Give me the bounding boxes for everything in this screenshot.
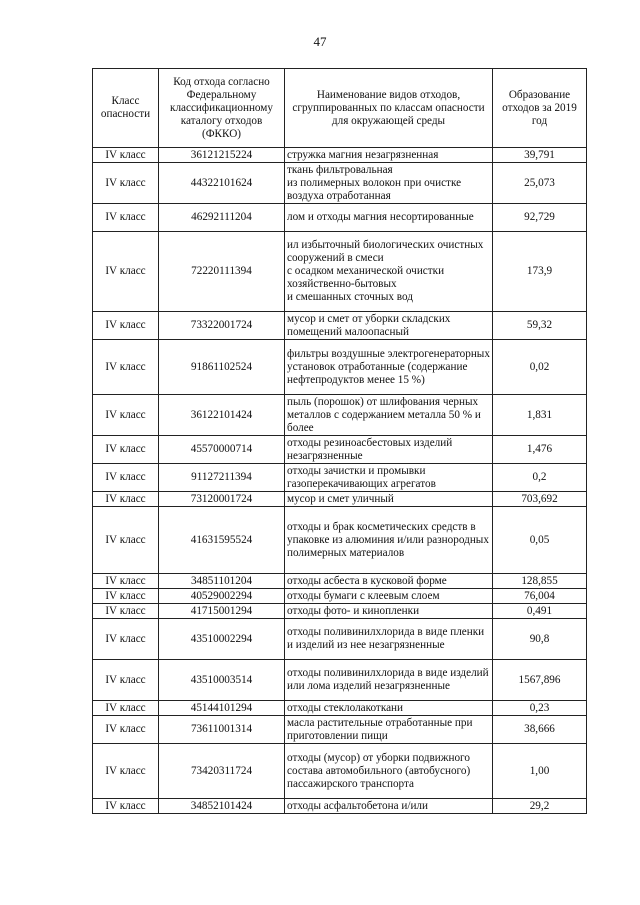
waste-name-cell: ил избыточный биологических очистных сооружений в смеси с осадком механической очистки хозяйственно-бытовых и смешанных сточных вод [285, 232, 493, 312]
waste-name-cell: пыль (порошок) от шлифования черных металлов с содержанием металла 50 % и более [285, 395, 493, 436]
waste-amount-cell: 90,8 [493, 619, 587, 660]
table-row [93, 163, 587, 204]
table-row [93, 492, 587, 507]
table-row [93, 232, 587, 312]
hazard-class-cell: IV класс [93, 507, 159, 574]
table-row [93, 148, 587, 163]
hazard-class-cell: IV класс [93, 660, 159, 701]
waste-amount-cell: 128,855 [493, 574, 587, 589]
hazard-class-cell: IV класс [93, 312, 159, 340]
waste-name-cell: стружка магния незагрязненная [285, 148, 493, 163]
waste-name-cell: мусор и смет уличный [285, 492, 493, 507]
waste-amount-cell: 92,729 [493, 204, 587, 232]
header-waste-amount: Образование отходов за 2019 год [493, 69, 587, 148]
hazard-class-cell: IV класс [93, 701, 159, 716]
fkko-code-cell: 46292111204 [159, 204, 285, 232]
waste-name-cell: отходы асфальтобетона и/или [285, 799, 493, 814]
hazard-class-cell: IV класс [93, 744, 159, 799]
waste-amount-cell: 0,2 [493, 464, 587, 492]
hazard-class-cell: IV класс [93, 619, 159, 660]
table-body [93, 148, 587, 814]
waste-amount-cell: 39,791 [493, 148, 587, 163]
fkko-code-cell: 34851101204 [159, 574, 285, 589]
fkko-code-cell: 34852101424 [159, 799, 285, 814]
hazard-class-cell: IV класс [93, 232, 159, 312]
fkko-code-cell: 41715001294 [159, 604, 285, 619]
table-row [93, 204, 587, 232]
hazard-class-cell: IV класс [93, 163, 159, 204]
hazard-class-cell: IV класс [93, 464, 159, 492]
waste-amount-cell: 1,831 [493, 395, 587, 436]
table-row [93, 312, 587, 340]
waste-amount-cell: 25,073 [493, 163, 587, 204]
table-row [93, 619, 587, 660]
waste-amount-cell: 0,23 [493, 701, 587, 716]
fkko-code-cell: 43510003514 [159, 660, 285, 701]
table-row [93, 395, 587, 436]
fkko-code-cell: 41631595524 [159, 507, 285, 574]
fkko-code-cell: 44322101624 [159, 163, 285, 204]
hazard-class-cell: IV класс [93, 574, 159, 589]
hazard-class-cell: IV класс [93, 395, 159, 436]
table-row [93, 574, 587, 589]
waste-name-cell: ткань фильтровальная из полимерных волокон при очистке воздуха отработанная [285, 163, 493, 204]
table-row [93, 507, 587, 574]
waste-name-cell: масла растительные отработанные при приготовлении пищи [285, 716, 493, 744]
table-header-row [93, 69, 587, 148]
table-row [93, 744, 587, 799]
hazard-class-cell: IV класс [93, 492, 159, 507]
waste-name-cell: отходы фото- и кинопленки [285, 604, 493, 619]
waste-name-cell: отходы бумаги с клеевым слоем [285, 589, 493, 604]
waste-name-cell: отходы зачистки и промывки газоперекачивающих агрегатов [285, 464, 493, 492]
waste-amount-cell: 59,32 [493, 312, 587, 340]
fkko-code-cell: 91127211394 [159, 464, 285, 492]
fkko-code-cell: 72220111394 [159, 232, 285, 312]
fkko-code-cell: 40529002294 [159, 589, 285, 604]
hazard-class-cell: IV класс [93, 799, 159, 814]
fkko-code-cell: 45570000714 [159, 436, 285, 464]
waste-name-cell: отходы и брак косметических средств в упаковке из алюминия и/или разнородных полимерных материалов [285, 507, 493, 574]
waste-amount-cell: 1,00 [493, 744, 587, 799]
waste-amount-cell: 0,02 [493, 340, 587, 395]
fkko-code-cell: 73420311724 [159, 744, 285, 799]
fkko-code-cell: 43510002294 [159, 619, 285, 660]
hazard-class-cell: IV класс [93, 148, 159, 163]
header-hazard-class: Класс опасности [93, 69, 159, 148]
fkko-code-cell: 73611001314 [159, 716, 285, 744]
waste-amount-cell: 173,9 [493, 232, 587, 312]
waste-amount-cell: 1567,896 [493, 660, 587, 701]
waste-name-cell: отходы поливинилхлорида в виде пленки и изделий из нее незагрязненные [285, 619, 493, 660]
table-row [93, 604, 587, 619]
hazard-class-cell: IV класс [93, 589, 159, 604]
waste-amount-cell: 0,05 [493, 507, 587, 574]
waste-name-cell: лом и отходы магния несортированные [285, 204, 493, 232]
waste-amount-cell: 1,476 [493, 436, 587, 464]
table-row [93, 464, 587, 492]
table-row [93, 799, 587, 814]
hazard-class-cell: IV класс [93, 340, 159, 395]
waste-table [92, 68, 587, 814]
fkko-code-cell: 45144101294 [159, 701, 285, 716]
waste-amount-cell: 76,004 [493, 589, 587, 604]
waste-name-cell: отходы резиноасбестовых изделий незагрязненные [285, 436, 493, 464]
table-row [93, 340, 587, 395]
hazard-class-cell: IV класс [93, 204, 159, 232]
hazard-class-cell: IV класс [93, 436, 159, 464]
hazard-class-cell: IV класс [93, 716, 159, 744]
waste-name-cell: отходы (мусор) от уборки подвижного состава автомобильного (автобусного) пассажирского транспорта [285, 744, 493, 799]
header-waste-name: Наименование видов отходов, сгруппированных по классам опасности для окружающей среды [285, 69, 493, 148]
hazard-class-cell: IV класс [93, 604, 159, 619]
fkko-code-cell: 91861102524 [159, 340, 285, 395]
waste-name-cell: фильтры воздушные электрогенераторных установок отработанные (содержание нефтепродуктов менее 15 %) [285, 340, 493, 395]
fkko-code-cell: 36122101424 [159, 395, 285, 436]
waste-amount-cell: 29,2 [493, 799, 587, 814]
waste-amount-cell: 0,491 [493, 604, 587, 619]
waste-amount-cell: 703,692 [493, 492, 587, 507]
fkko-code-cell: 73322001724 [159, 312, 285, 340]
page-number: 47 [313, 34, 327, 49]
table-row [93, 589, 587, 604]
table-row [93, 436, 587, 464]
table-row [93, 701, 587, 716]
header-fkko-code: Код отхода согласно Федеральному классификационному каталогу отходов (ФККО) [159, 69, 285, 148]
table-row [93, 716, 587, 744]
waste-name-cell: мусор и смет от уборки складских помещений малоопасный [285, 312, 493, 340]
fkko-code-cell: 73120001724 [159, 492, 285, 507]
waste-name-cell: отходы поливинилхлорида в виде изделий или лома изделий незагрязненные [285, 660, 493, 701]
waste-amount-cell: 38,666 [493, 716, 587, 744]
waste-name-cell: отходы асбеста в кусковой форме [285, 574, 493, 589]
table-row [93, 660, 587, 701]
waste-name-cell: отходы стеклолакоткани [285, 701, 493, 716]
fkko-code-cell: 36121215224 [159, 148, 285, 163]
